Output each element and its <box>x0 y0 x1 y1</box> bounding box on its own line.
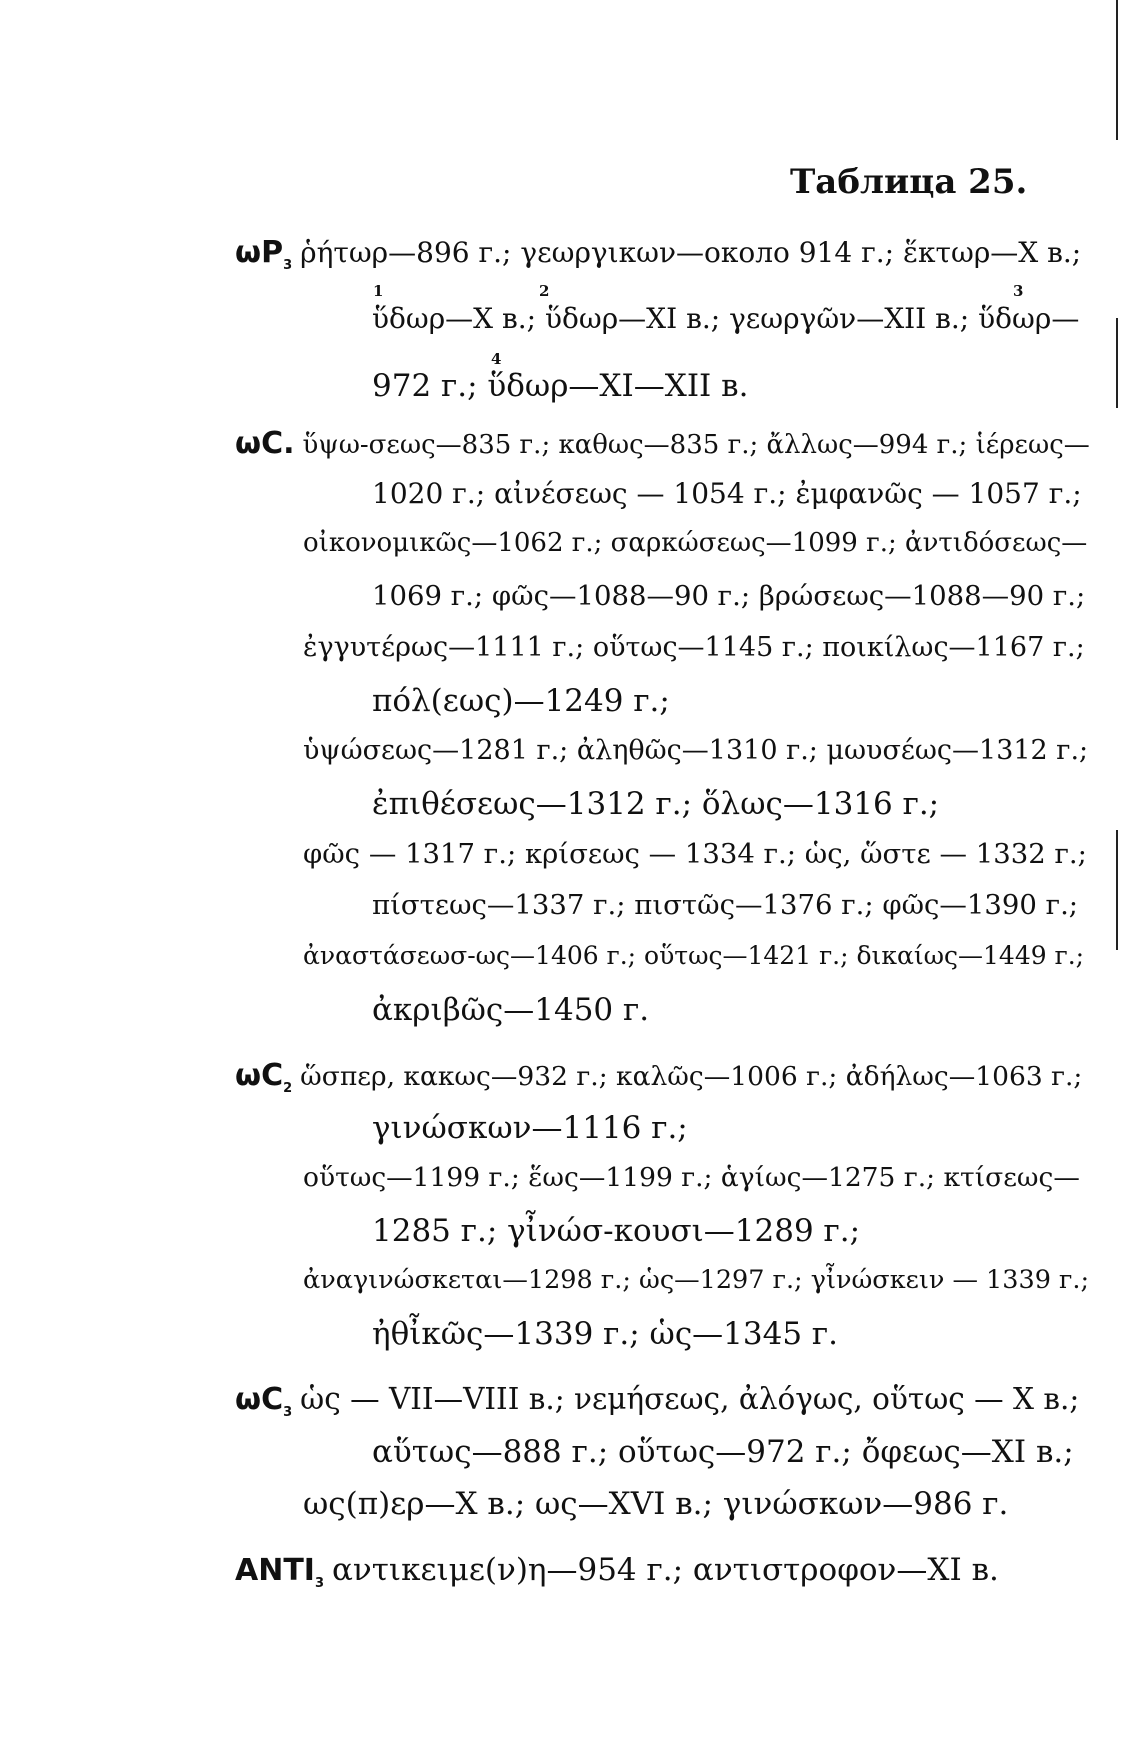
entry-line: φῶς — 1317 г.; κρίσεως — 1334 г.; ὡς, ὥστε — 1332 г.; <box>303 838 1087 870</box>
entry-label: $ANTI_3$ <box>235 1553 324 1591</box>
entry-line: οἰκονομικῶς—1062 г.; σαρκώσεως—1099 г.; ἀντιδόσεως— <box>303 528 1088 558</box>
entry-label: $\omega Ϲ_2$ <box>235 1058 293 1096</box>
entry-line: ὑψώσεως—1281 г.; ἀληθῶς—1310 г.; μωυσέως—1312 г.; <box>303 735 1089 766</box>
page-edge-mark <box>1116 0 1118 140</box>
entry-line: ως(π)ερ—X в.; ως—XVI в.; γινώσκων—986 г. <box>303 1486 1009 1522</box>
entry-label: ωϹ. <box>235 426 295 461</box>
entry-line: $\omega Ϲ_2$ ὥσπερ, κακως—932 г.; καλῶς—1006 г.; ἀδήλως—1063 г.; <box>235 1058 1083 1096</box>
superscript-marker: 1 <box>373 282 384 300</box>
entry-line: ἠθἶκῶς—1339 г.; ὡς—1345 г. <box>372 1316 839 1352</box>
entry-line: πίστεως—1337 г.; πιστῶς—1376 г.; φῶς—1390 г.; <box>372 889 1079 921</box>
entry-line: ἀναγινώσκεται—1298 г.; ὡς—1297 г.; γἶνώσκειν — 1339 г.; <box>303 1265 1090 1295</box>
entry-line: οὕτως—1199 г.; ἕως—1199 г.; ἁγίως—1275 г.; κτίσεως— <box>303 1162 1080 1193</box>
entry-line: $\omega P_3$ ῥήτωρ—896 г.; γεωργικων—около 914 г.; ἕκτωρ—X в.; <box>235 235 1082 273</box>
entry-label: $\omega P_3$ <box>235 235 293 273</box>
entry-line: πόλ(εως)—1249 г.; <box>372 683 670 719</box>
entry-line: ὕδωρ—X в.; ὕδωρ—XI в.; γεωργῶν—XII в.; ὕδωρ— <box>372 302 1080 335</box>
table-number-header: Таблица 25. <box>790 162 1028 202</box>
entry-line: ωϹ. ὕψω-σεως—835 г.; καθως—835 г.; ἄλλως—994 г.; ἱέρεως— <box>235 426 1090 461</box>
entry-line: ἀκριβῶς—1450 г. <box>372 992 650 1028</box>
superscript-marker: 3 <box>1013 282 1024 300</box>
page-edge-mark <box>1116 830 1118 950</box>
entry-line: 972 г.; ὕδωρ—XI—XII в. <box>372 368 749 404</box>
entry-line: αὕτως—888 г.; οὕτως—972 г.; ὄφεως—XI в.; <box>372 1434 1074 1470</box>
entry-line: ἐπιθέσεως—1312 г.; ὅλως—1316 г.; <box>372 786 940 822</box>
entry-line: γινώσκων—1116 г.; <box>372 1110 688 1146</box>
superscript-marker: 2 <box>539 282 550 300</box>
entry-line: 1285 г.; γἶνώσ-κουσι—1289 г.; <box>372 1213 861 1249</box>
entry-line: ἀναστάσεωσ-ως—1406 г.; οὕτως—1421 г.; δικαίως—1449 г.; <box>303 941 1085 970</box>
entry-line: 1020 г.; αἰνέσεως — 1054 г.; ἐμφανῶς — 1057 г.; <box>372 477 1082 510</box>
entry-line: ἐγγυτέρως—1111 г.; οὕτως—1145 г.; ποικίλως—1167 г.; <box>303 632 1085 663</box>
entry-label: $\omega Ϲ_3$ <box>235 1382 293 1420</box>
entry-line: $ANTI_3$ αντικειμε(ν)η—954 г.; αντιστροφον—XI в. <box>235 1552 999 1591</box>
page-edge-mark <box>1116 318 1118 408</box>
superscript-marker: 4 <box>491 350 502 368</box>
entry-line: $\omega Ϲ_3$ ὡς — VII—VIII в.; νεμήσεως, ἀλόγως, οὕτως — X в.; <box>235 1382 1080 1420</box>
entry-line: 1069 г.; φῶς—1088—90 г.; βρώσεως—1088—90 г.; <box>372 580 1086 612</box>
